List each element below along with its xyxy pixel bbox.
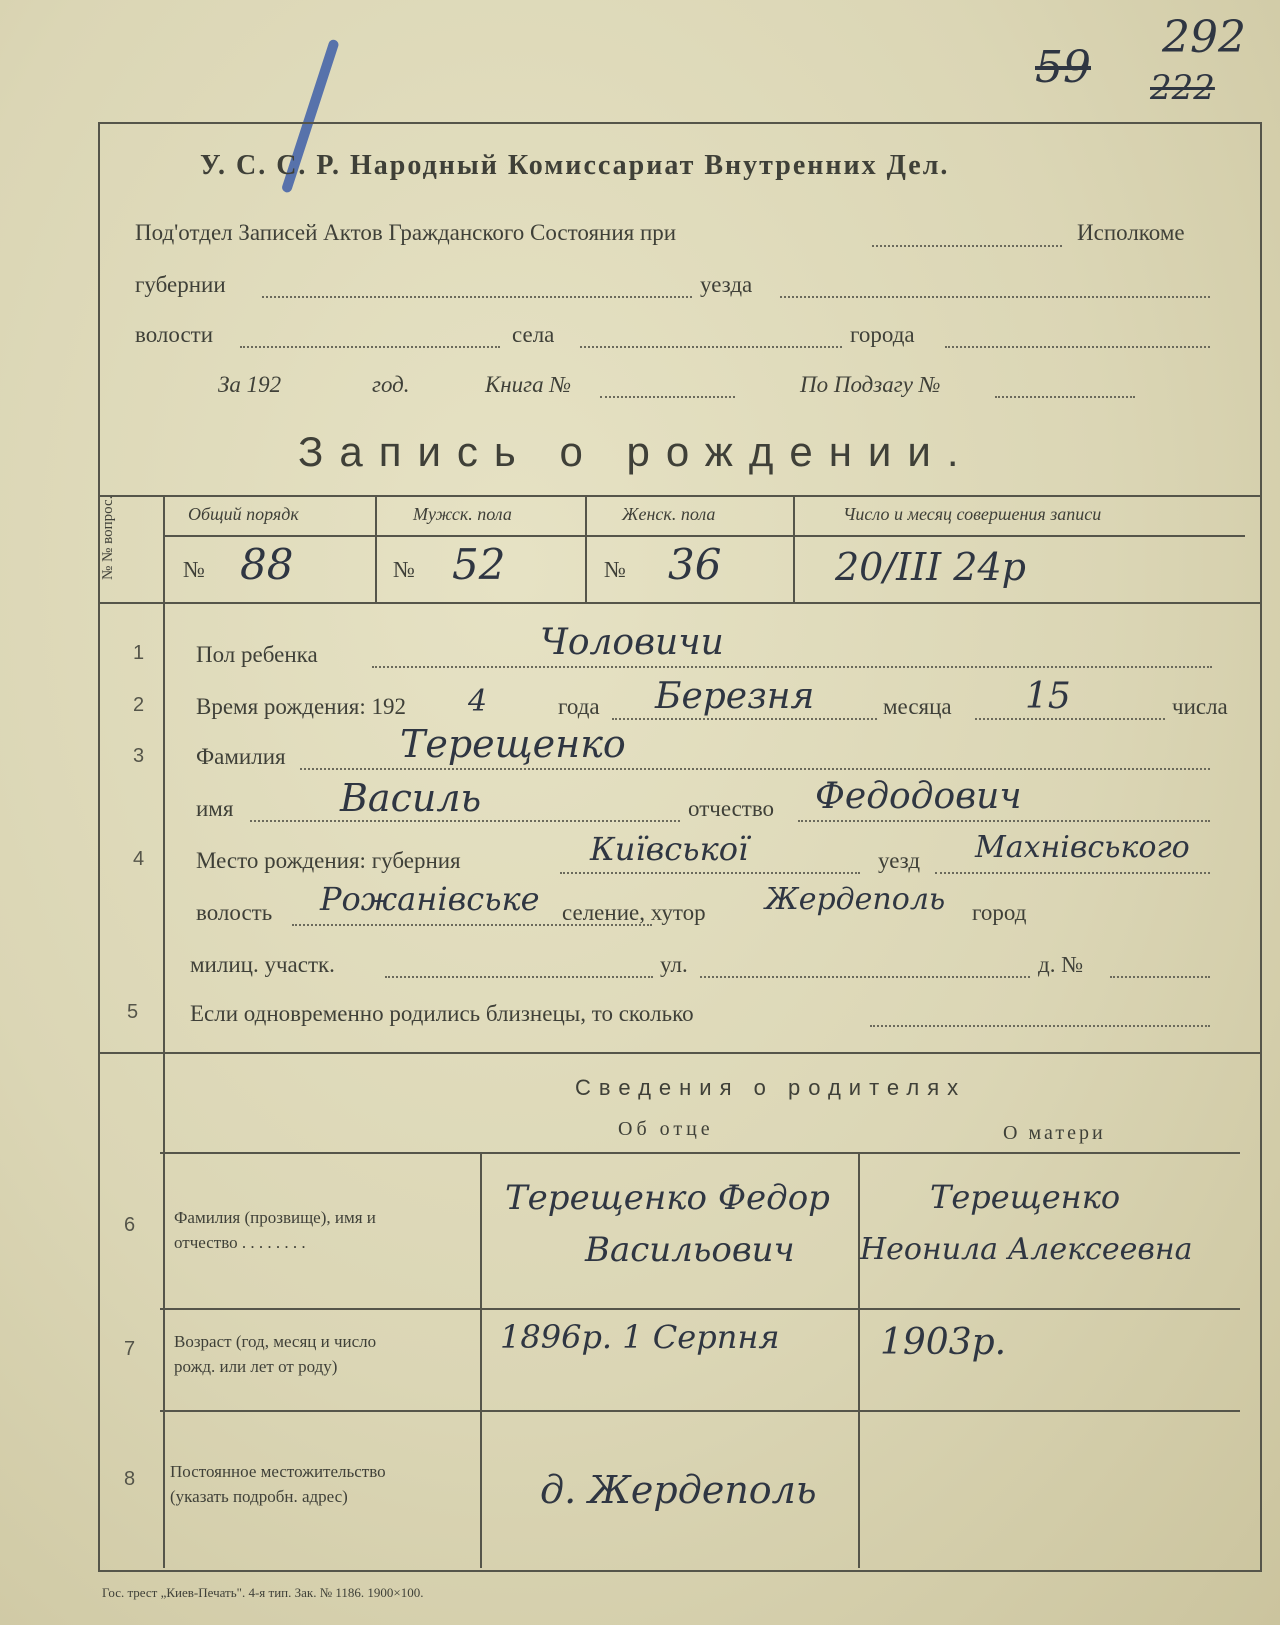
counter-col-sep-1 bbox=[375, 495, 377, 602]
q8-number: 8 bbox=[124, 1468, 136, 1490]
no-label-3: № bbox=[604, 557, 626, 582]
q4-number: 4 bbox=[133, 848, 145, 870]
mother-name-1: Терещенко bbox=[930, 1178, 1121, 1216]
parents-header-divider bbox=[160, 1152, 1240, 1154]
record-date-value: 20/III 24р bbox=[835, 545, 1026, 589]
counter-col-sep-2 bbox=[585, 495, 587, 602]
birthplace-label: Место рождения: губерния bbox=[196, 848, 461, 873]
sex-line bbox=[372, 666, 1212, 668]
counter-col-sep-0 bbox=[163, 495, 165, 1568]
r6-label-2: отчество . . . . . . . . bbox=[174, 1233, 306, 1252]
printer-imprint: Гос. трест „Киев-Печать". 4-я тип. Зак. № 1186. 1900×100. bbox=[102, 1585, 424, 1600]
mother-heading: О матери bbox=[1003, 1122, 1106, 1144]
residence-value: д. Жердеполь bbox=[540, 1468, 817, 1512]
no-label-2: № bbox=[393, 557, 415, 582]
mother-name-2: Неонила Алексеевна bbox=[860, 1232, 1193, 1267]
father-birth-value: 1896р. 1 Серпня bbox=[500, 1318, 780, 1356]
gorod-label: города bbox=[850, 322, 915, 347]
surname-label: Фамилия bbox=[196, 744, 286, 769]
row8-divider bbox=[160, 1410, 1240, 1412]
militia-label: милиц. участк. bbox=[190, 952, 335, 977]
birth-day-value: 15 bbox=[1025, 676, 1071, 717]
general-order-value: 88 bbox=[240, 540, 294, 589]
patronymic-label: отчество bbox=[688, 796, 775, 821]
female-count-value: 36 bbox=[668, 540, 722, 589]
name-label: имя bbox=[196, 796, 234, 821]
birth-year-digit: 4 bbox=[468, 684, 488, 719]
q1-number: 1 bbox=[133, 642, 145, 664]
uezd-label: уезда bbox=[700, 272, 753, 297]
sex-label: Пол ребенка bbox=[196, 642, 318, 667]
r8-label-2: (указать подробн. адрес) bbox=[170, 1487, 348, 1506]
selo-line bbox=[580, 346, 842, 348]
year-label: За 192 bbox=[218, 372, 282, 397]
parents-col-sep-1 bbox=[480, 1152, 482, 1568]
parents-col-sep-2 bbox=[858, 1152, 860, 1568]
document-title: Запись о рождении. bbox=[298, 428, 975, 475]
father-heading: Об отце bbox=[618, 1118, 714, 1140]
goda-label: года bbox=[558, 694, 600, 719]
question-number-header: № № вопрос. bbox=[100, 495, 116, 580]
day-line bbox=[975, 718, 1165, 720]
subdept-line bbox=[872, 245, 1062, 247]
r7-label-1: Возраст (год, месяц и число bbox=[174, 1332, 377, 1351]
kniga-label: Книга № bbox=[485, 372, 572, 397]
volost-label: волости bbox=[135, 322, 214, 347]
volost-row-label: волость bbox=[196, 900, 273, 925]
col-record-date: Число и месяц совершения записи bbox=[843, 504, 1102, 524]
uezd-line bbox=[780, 296, 1210, 298]
q2-number: 2 bbox=[133, 694, 145, 716]
twins-label: Если одновременно родились близнецы, то сколько bbox=[190, 1001, 694, 1026]
ispolkom-label: Исполкоме bbox=[1077, 220, 1185, 245]
archive-number: 292 bbox=[1162, 12, 1246, 63]
row7-divider bbox=[160, 1308, 1240, 1310]
guberniya-line bbox=[262, 296, 692, 298]
militia-line bbox=[385, 976, 653, 978]
parents-heading: Сведения о родителях bbox=[575, 1075, 967, 1100]
podzag-label: По Подзагу № bbox=[800, 372, 941, 397]
parents-top-border bbox=[98, 1052, 1260, 1054]
guberniya-label: губернии bbox=[135, 272, 226, 297]
archive-number-old: 222 bbox=[1150, 68, 1215, 108]
birth-month-value: Березня bbox=[655, 676, 815, 717]
street-line bbox=[700, 976, 1030, 978]
name-line bbox=[250, 820, 680, 822]
podzag-line bbox=[995, 396, 1135, 398]
uezd-row-line bbox=[935, 872, 1210, 874]
gub-line bbox=[560, 872, 860, 874]
counter-top-border bbox=[98, 495, 1260, 497]
selenie-label: селение, хутор bbox=[562, 900, 706, 925]
archive-number-struck: 59 bbox=[1035, 42, 1091, 93]
guberniya-value: Київської bbox=[590, 830, 749, 868]
counter-col-sep-3 bbox=[793, 495, 795, 602]
q6-number: 6 bbox=[124, 1214, 136, 1236]
chisla-label: числа bbox=[1172, 694, 1228, 719]
sex-value: Чоловичи bbox=[540, 622, 724, 663]
form-title: У. С. С. Р. Народный Комиссариат Внутренних Дел. bbox=[200, 150, 950, 181]
counter-header-divider bbox=[165, 535, 1245, 537]
r8-label-1: Постоянное местожительство bbox=[170, 1462, 386, 1481]
counter-bottom-border bbox=[98, 602, 1260, 604]
twins-line bbox=[870, 1025, 1210, 1027]
col-male: Мужск. пола bbox=[413, 504, 512, 524]
patronymic-value: Федодович bbox=[815, 776, 1022, 817]
uezd-value: Махнівського bbox=[975, 830, 1190, 865]
father-name-1: Терещенко Федор bbox=[505, 1178, 830, 1218]
kniga-line bbox=[600, 396, 735, 398]
subdept-label: Под'отдел Записей Актов Гражданского Состояния при bbox=[135, 220, 677, 245]
house-line bbox=[1110, 976, 1210, 978]
month-line bbox=[612, 718, 877, 720]
col-general-order: Общий порядк bbox=[188, 504, 299, 524]
male-count-value: 52 bbox=[452, 540, 506, 589]
father-name-2: Васильович bbox=[585, 1230, 795, 1270]
col-female: Женск. пола bbox=[622, 504, 716, 524]
r7-label-2: рожд. или лет от роду) bbox=[174, 1357, 338, 1376]
mother-birth-value: 1903р. bbox=[880, 1322, 1007, 1363]
gorod-line bbox=[945, 346, 1210, 348]
volost-value: Рожанівське bbox=[320, 880, 540, 918]
surname-value: Терещенко bbox=[400, 722, 626, 766]
street-label: ул. bbox=[660, 952, 688, 977]
volost-line bbox=[240, 346, 500, 348]
surname-line bbox=[300, 768, 1210, 770]
hutor-value: Жердеполь bbox=[765, 882, 946, 917]
birth-time-label: Время рождения: 192 bbox=[196, 694, 406, 719]
uezd-row-label: уезд bbox=[878, 848, 921, 873]
no-label-1: № bbox=[183, 557, 205, 582]
q3-number: 3 bbox=[133, 745, 145, 767]
q7-number: 7 bbox=[124, 1338, 136, 1360]
gorod-row-label: город bbox=[972, 900, 1027, 925]
selo-label: села bbox=[512, 322, 555, 347]
q5-number: 5 bbox=[127, 1001, 139, 1023]
patronymic-line bbox=[798, 820, 1210, 822]
mesyaca-label: месяца bbox=[883, 694, 952, 719]
god-label: год. bbox=[372, 372, 410, 397]
r6-label-1: Фамилия (прозвище), имя и bbox=[174, 1208, 376, 1227]
house-label: д. № bbox=[1038, 952, 1084, 977]
first-name-value: Василь bbox=[340, 776, 482, 820]
